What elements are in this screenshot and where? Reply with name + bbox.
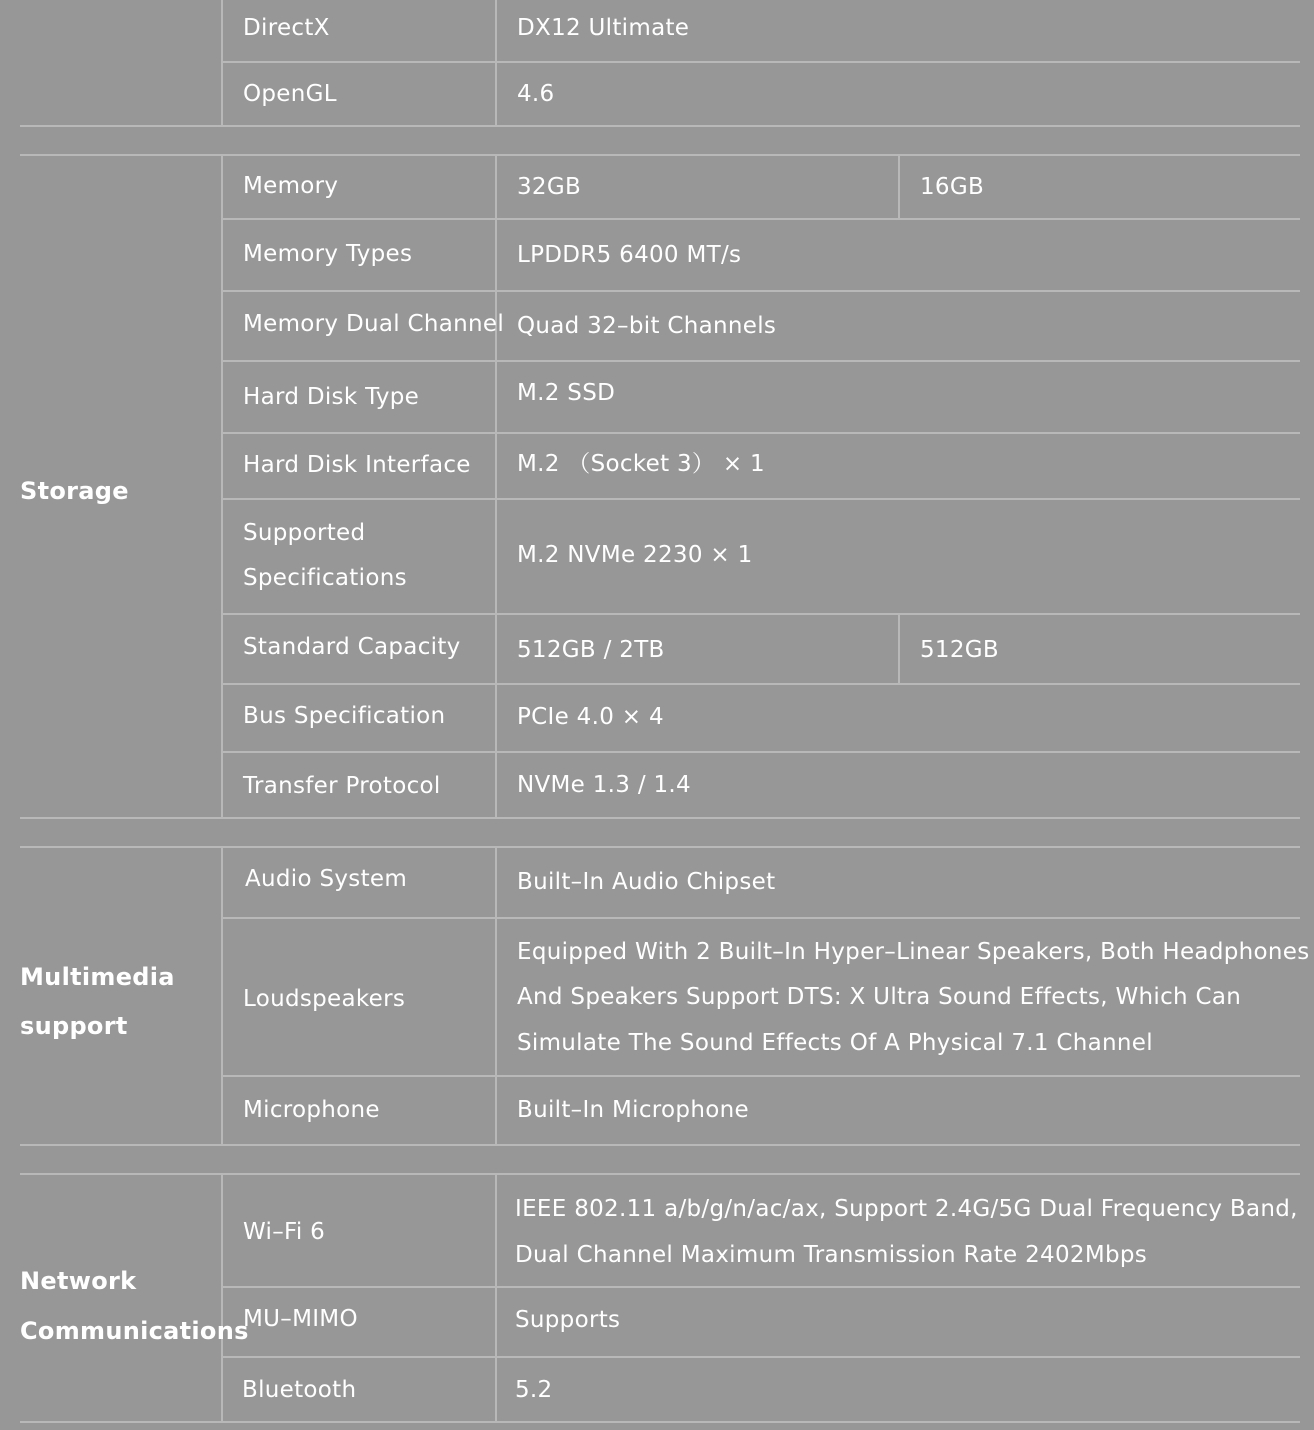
column-divider xyxy=(221,0,223,126)
audio-system-value: Built–In Audio Chipset xyxy=(517,869,776,895)
row-divider xyxy=(222,613,1300,615)
column-divider xyxy=(495,1174,497,1422)
memory-dual-channel-value: Quad 32–bit Channels xyxy=(517,313,777,339)
row-divider xyxy=(222,683,1300,685)
memory-label: Memory xyxy=(243,173,339,199)
column-divider xyxy=(221,1174,223,1422)
section-top-divider xyxy=(20,154,1300,156)
microphone-value: Built–In Microphone xyxy=(517,1097,749,1123)
directx-label: DirectX xyxy=(243,15,330,41)
mu-mimo-label: MU–MIMO xyxy=(243,1306,358,1332)
loudspeakers-label: Loudspeakers xyxy=(243,986,406,1012)
bluetooth-value: 5.2 xyxy=(515,1377,553,1403)
row-divider xyxy=(222,432,1300,434)
column-divider xyxy=(898,155,900,219)
section-bottom-divider xyxy=(20,125,1300,127)
section-bottom-divider xyxy=(20,817,1300,819)
section-bottom-divider xyxy=(20,1421,1300,1423)
network-category-line2: Communications xyxy=(20,1317,249,1345)
supported-specifications-label-line1: Supported xyxy=(243,520,366,546)
directx-value: DX12 Ultimate xyxy=(517,15,690,41)
audio-system-label: Audio System xyxy=(245,866,408,892)
bus-specification-value: PCIe 4.0 × 4 xyxy=(517,704,664,730)
microphone-label: Microphone xyxy=(243,1097,380,1123)
column-divider xyxy=(495,155,497,818)
row-divider xyxy=(222,360,1300,362)
memory-types-label: Memory Types xyxy=(243,241,413,267)
memory-dual-channel-label: Memory Dual Channel xyxy=(243,311,505,337)
multimedia-category-line2: support xyxy=(20,1012,128,1040)
row-divider xyxy=(222,751,1300,753)
transfer-protocol-value: NVMe 1.3 / 1.4 xyxy=(517,772,691,798)
loudspeakers-value-line1: Equipped With 2 Built–In Hyper–Linear Speakers, Both Headphones xyxy=(517,939,1310,965)
row-divider xyxy=(222,917,1300,919)
row-divider xyxy=(222,498,1300,500)
hard-disk-type-value: M.2 SSD xyxy=(517,380,616,406)
row-divider xyxy=(222,290,1300,292)
memory-value-b: 16GB xyxy=(920,174,985,200)
row-divider xyxy=(222,1356,1300,1358)
row-divider xyxy=(222,1075,1300,1077)
transfer-protocol-label: Transfer Protocol xyxy=(243,773,441,799)
memory-types-value: LPDDR5 6400 MT/s xyxy=(517,242,742,268)
standard-capacity-value-a: 512GB / 2TB xyxy=(517,637,665,663)
row-divider xyxy=(222,218,1300,220)
section-top-divider xyxy=(20,846,1300,848)
opengl-label: OpenGL xyxy=(243,81,337,107)
column-divider xyxy=(221,155,223,818)
bus-specification-label: Bus Specification xyxy=(243,703,446,729)
loudspeakers-value-line2: And Speakers Support DTS: X Ultra Sound Effects, Which Can xyxy=(517,984,1242,1010)
mu-mimo-value: Supports xyxy=(515,1307,621,1333)
column-divider xyxy=(221,847,223,1145)
section-bottom-divider xyxy=(20,1144,1300,1146)
storage-category: Storage xyxy=(20,477,129,505)
standard-capacity-label: Standard Capacity xyxy=(243,634,461,660)
bluetooth-label: Bluetooth xyxy=(242,1377,357,1403)
wifi-value-line1: IEEE 802.11 a/b/g/n/ac/ax, Support 2.4G/5G Dual Frequency Band, xyxy=(515,1196,1298,1222)
memory-value-a: 32GB xyxy=(517,174,582,200)
network-category-line1: Network xyxy=(20,1267,137,1295)
column-divider xyxy=(495,0,497,126)
column-divider xyxy=(495,847,497,1145)
wifi-label: Wi–Fi 6 xyxy=(243,1219,326,1245)
multimedia-category-line1: Multimedia xyxy=(20,963,175,991)
row-divider xyxy=(222,1286,1300,1288)
wifi-value-line2: Dual Channel Maximum Transmission Rate 2402Mbps xyxy=(515,1242,1148,1268)
hard-disk-interface-label: Hard Disk Interface xyxy=(243,452,471,478)
supported-specifications-value: M.2 NVMe 2230 × 1 xyxy=(517,542,753,568)
loudspeakers-value-line3: Simulate The Sound Effects Of A Physical 7.1 Channel xyxy=(517,1030,1153,1056)
row-divider xyxy=(222,61,1300,63)
opengl-value: 4.6 xyxy=(517,81,555,107)
section-top-divider xyxy=(20,1173,1300,1175)
hard-disk-type-label: Hard Disk Type xyxy=(243,384,420,410)
standard-capacity-value-b: 512GB xyxy=(920,637,1000,663)
supported-specifications-label-line2: Specifications xyxy=(243,565,407,591)
hard-disk-interface-value: M.2 （Socket 3） × 1 xyxy=(517,451,765,477)
column-divider xyxy=(898,614,900,684)
